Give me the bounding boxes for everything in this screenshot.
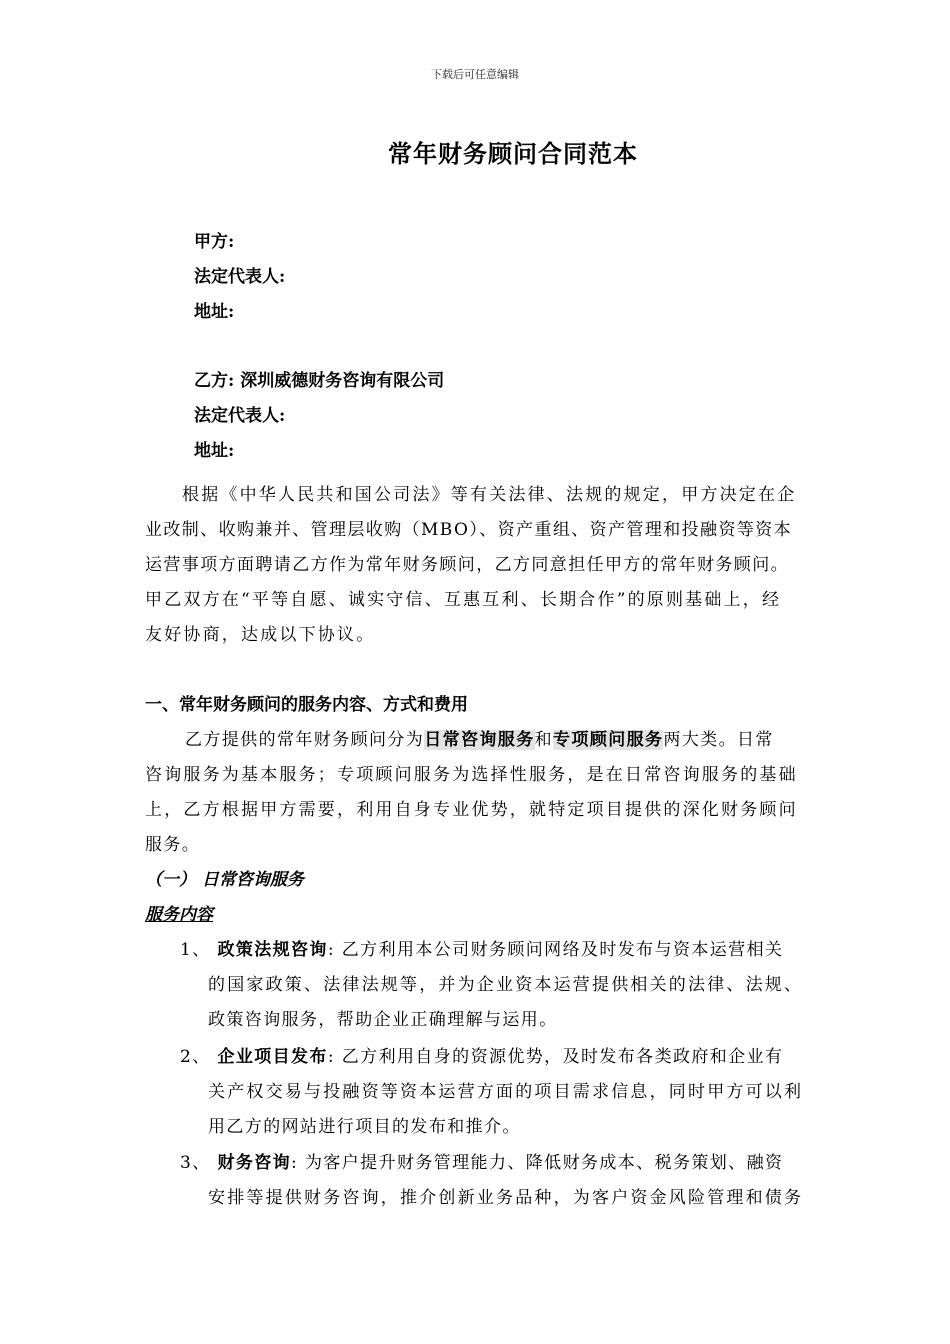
section-1-heading: 一、常年财务顾问的服务内容、方式和费用: [145, 695, 468, 715]
item-2-first-line: [180, 1042, 783, 1067]
special-advisory-highlight: 专项顾问服务: [553, 730, 664, 750]
item-2-line-2: 关产权交易与投融资等资本运营方面的项目需求信息，同时甲方可以利: [208, 1082, 804, 1102]
header-note: 下载后可任意编辑: [431, 68, 519, 81]
item-3-line-2: 安排等提供财务咨询，推介创新业务品种，为客户资金风险管理和债务: [208, 1188, 804, 1208]
service-content-label: 服务内容: [145, 905, 213, 925]
item-1-title: 政策法规咨询: [217, 940, 328, 960]
p1-suffix: 两大类。日常: [663, 730, 774, 750]
party-a-label: 甲方:: [194, 232, 235, 252]
section-1-paragraph-line-1: [185, 725, 774, 750]
section-1-paragraph-line-3: 上，乙方根据甲方需要，利用自身专业优势，就特定项目提供的深化财务顾问: [145, 800, 798, 820]
item-1-first-line: [180, 935, 783, 960]
item-2-line-3: 用乙方的网站进行项目的发布和推介。: [208, 1117, 521, 1137]
intro-line-1: 根据《中华人民共和国公司法》等有关法律、法规的规定，甲方决定在企: [182, 485, 797, 505]
item-1-line-3: 政策咨询服务，帮助企业正确理解与运用。: [208, 1010, 558, 1030]
subsection-heading: （一） 日常咨询服务: [145, 870, 304, 890]
party-b-label: 乙方: 深圳威德财务咨询有限公司: [194, 371, 445, 391]
daily-consulting-highlight: 日常咨询服务: [424, 730, 535, 750]
party-a-representative: 法定代表人:: [194, 267, 286, 287]
item-3-number: 3、: [180, 1153, 211, 1173]
item-1-number: 1、: [180, 940, 211, 960]
item-1-text: : 乙方利用本公司财务顾问网络及时发布与资本运营相关: [327, 940, 784, 960]
item-3-title: 财务咨询: [217, 1153, 292, 1173]
p1-prefix: 乙方提供的常年财务顾问分为: [185, 730, 425, 750]
item-3-text: : 为客户提升财务管理能力、降低财务成本、税务策划、融资: [291, 1153, 784, 1173]
section-1-paragraph-line-4: 服务。: [145, 835, 201, 855]
intro-line-2: 业改制、收购兼并、管理层收购（MBO）、资产重组、资产管理和投融资等资本: [145, 520, 793, 540]
party-b-representative: 法定代表人:: [194, 406, 286, 426]
p1-mid: 和: [534, 730, 554, 750]
section-1-paragraph-line-2: 咨询服务为基本服务；专项顾问服务为选择性服务，是在日常咨询服务的基础: [145, 765, 798, 785]
item-1-line-2: 的国家政策、法律法规等，并为企业资本运营提供相关的法律、法规、: [208, 975, 804, 995]
party-a-address: 地址:: [194, 302, 235, 322]
intro-line-4: 甲乙双方在“平等自愿、诚实守信、互惠互利、长期合作”的原则基础上，经: [145, 590, 782, 610]
intro-line-3: 运营事项方面聘请乙方作为常年财务顾问，乙方同意担任甲方的常年财务顾问。: [145, 555, 789, 575]
document-title: 常年财务顾问合同范本: [388, 139, 638, 168]
item-2-number: 2、: [180, 1047, 211, 1067]
party-b-address: 地址:: [194, 441, 235, 461]
item-3-first-line: [180, 1148, 783, 1173]
item-2-title: 企业项目发布: [217, 1047, 328, 1067]
intro-line-5: 友好协商，达成以下协议。: [145, 625, 376, 645]
item-2-text: : 乙方利用自身的资源优势，及时发布各类政府和企业有: [327, 1047, 784, 1067]
